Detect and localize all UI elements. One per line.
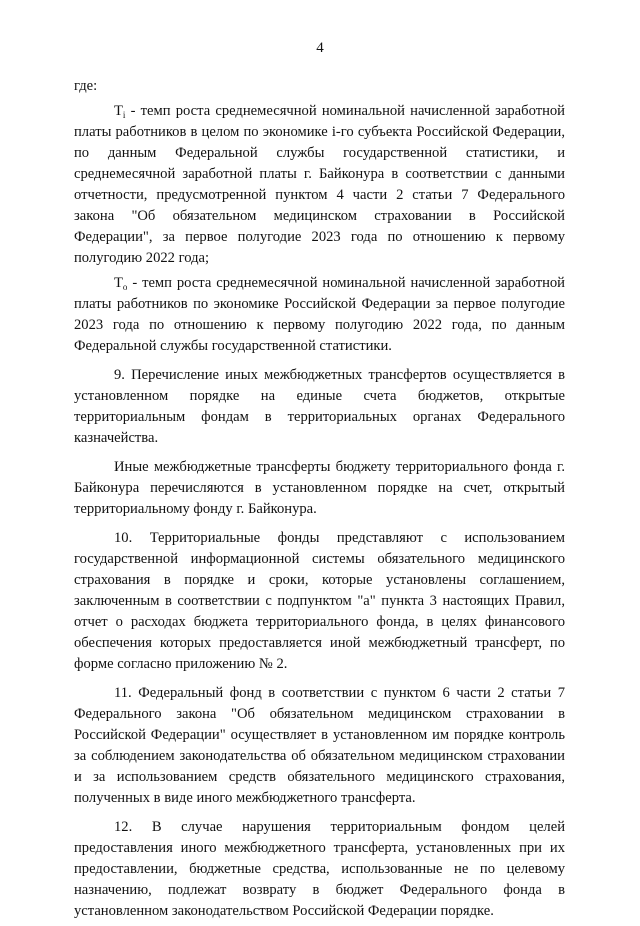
to-subscript: o — [122, 282, 128, 292]
page-number: 4 — [316, 40, 324, 56]
paragraph-9: 9. Перечисление иных межбюджетных трансфертов осуществляется в установленном порядке на единые счета бюджетов, открытые территориальным фондам в территориальных органах Федерального казначейства. — [74, 367, 565, 446]
ti-subscript: i — [122, 110, 126, 120]
to-definition: - темп роста среднемесячной номинальной начисленной заработной платы работников по экономике Российской Федерации за первое полугодие 2023 года по отношению к первому полугодию 2022 года, по данным Федеральной службы государственной статистики. — [74, 275, 565, 354]
paragraph-11: 11. Федеральный фонд в соответствии с пунктом 6 части 2 статьи 7 Федерального закона "Об обязательном медицинском страховании в Российской Федерации" осуществляет в установленном им порядке контроль за соблюдением законодательства об обязательном медицинском страховании и за использованием средств обязательного медицинского страхования, полученных в виде иного межбюджетного трансферта. — [74, 685, 565, 806]
ti-symbol: T — [114, 103, 123, 119]
paragraph-9-b: Иные межбюджетные трансферты бюджету территориального фонда г. Байконура перечисляются в установленном порядке на счет, открытый территориальному фонду г. Байконура. — [74, 459, 565, 517]
intro-text: где: — [74, 78, 98, 94]
ti-definition: - темп роста среднемесячной номинальной начисленной заработной платы работников в целом по экономике i-го субъекта Российской Федерации, по данным Федеральной службы государственной статистики, и среднемесячной заработной платы г. Байконура в соответствии с данными отчетности, предусмотренной пунктом 4 части 2 статьи 7 Федерального закона "Об обязательном медицинском страховании в Российской Федерации", за первое полугодие 2023 года по отношению к первому полугодию 2022 года; — [74, 103, 565, 266]
to-symbol: T — [114, 275, 123, 291]
paragraph-10: 10. Территориальные фонды представляют с использованием государственной информационной системы обязательного медицинского страхования в порядке и сроки, которые установлены соглашением, заключенным в соответствии с подпунктом "а" пункта 3 настоящих Правил, отчет о расходах бюджета территориального фонда, в целях финансового обеспечения которых предоставляется иной межбюджетный трансферт, по форме согласно приложению № 2. — [74, 530, 565, 672]
paragraph-12: 12. В случае нарушения территориальным фондом целей предоставления иного межбюджетного трансферта, установленных при их предоставлении, бюджетные средства, использованные не по целевому назначению, подлежат возврату в бюджет Федерального фонда в установленном законодательством Российской Федерации порядке. — [74, 819, 565, 919]
definition-to — [74, 273, 565, 357]
document-body — [74, 76, 565, 926]
definition-ti — [74, 101, 565, 269]
